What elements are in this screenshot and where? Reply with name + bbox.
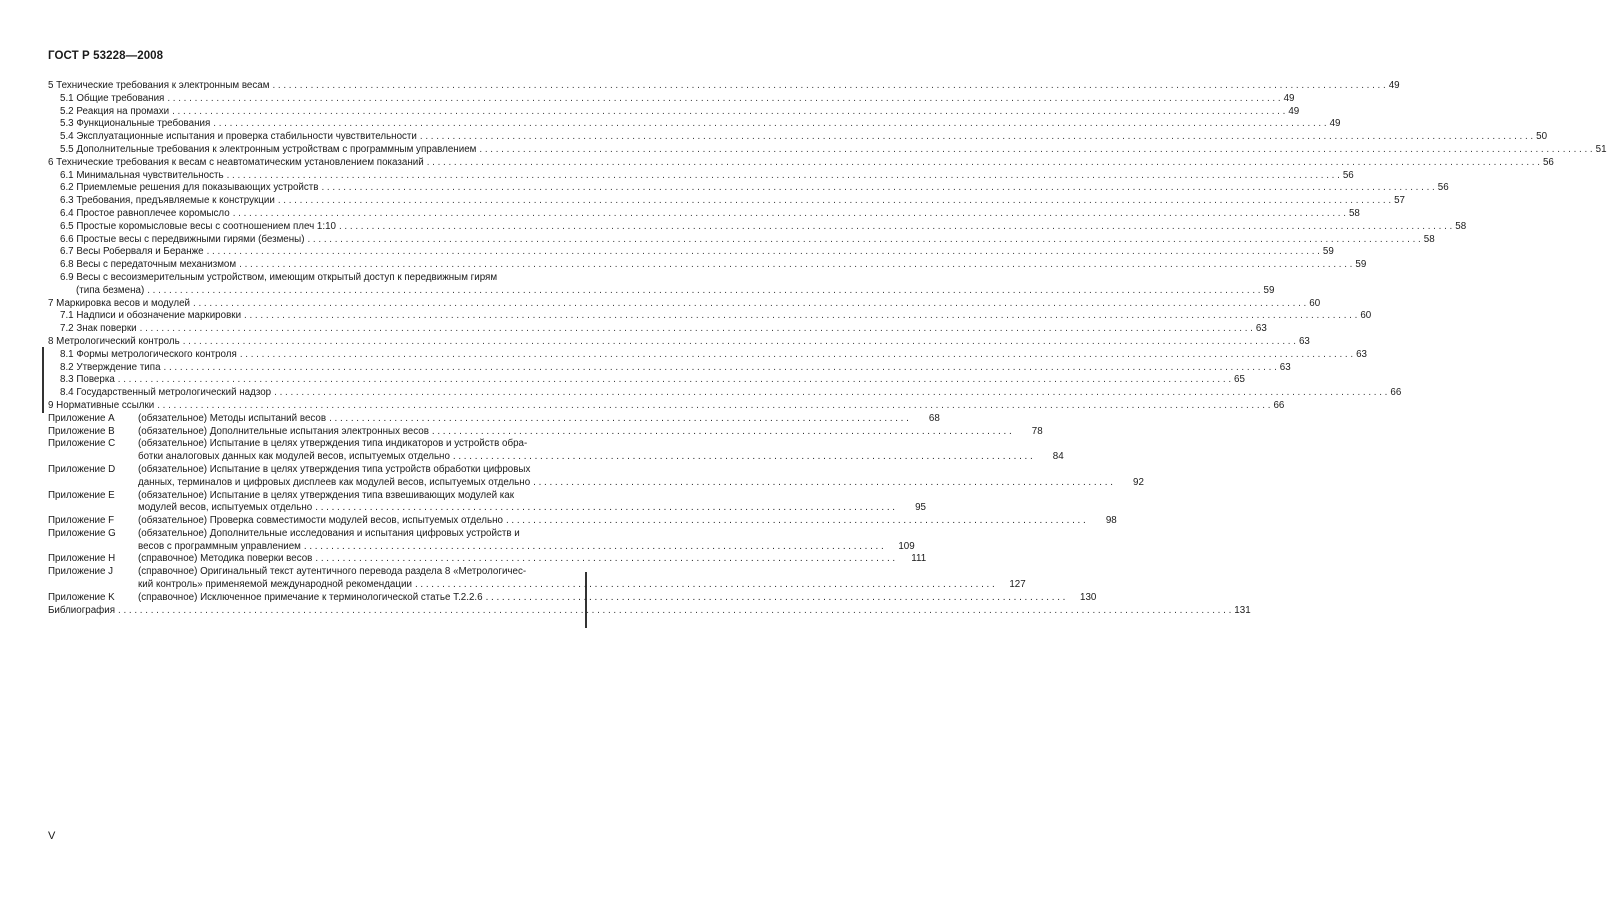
appendix-name: Приложение E [48,489,115,501]
toc-entry[interactable] [48,387,1402,400]
appendix-name: Приложение C [48,438,116,450]
dot-leader [479,144,1592,157]
dot-leader [533,477,1113,490]
toc-entry-title: 5.3 Функциональные требования [60,118,211,130]
dot-leader [415,579,995,592]
toc-entry[interactable] [48,297,1321,311]
dot-leader [233,208,1346,221]
dot-leader [453,451,1033,464]
change-bar-left [42,347,44,413]
dot-leader [140,323,1253,336]
toc-entry[interactable] [48,272,583,285]
toc-entry-page: 50 [1536,131,1548,143]
appendix-entry[interactable] [48,591,1097,605]
toc-entry-title: 6 Технические требования к весам с неавтоматическим установлением показаний [48,156,424,168]
appendix-name: Приложение A [48,412,115,424]
toc-entry-page: 59 [1355,259,1367,271]
appendix-title-line: (обязательное) Проверка совместимости модулей весов, испытуемых отдельно [138,515,503,527]
toc-entry[interactable] [48,259,1367,272]
appendix-title-line: (справочное) Исключенное примечание к терминологической статье T.2.2.6 [138,591,483,603]
document-header: ГОСТ Р 53228—2008 [48,50,164,62]
dot-leader [321,182,1434,195]
toc-entry[interactable] [48,348,1367,362]
dot-leader [147,285,1260,298]
appendix-title-line: (обязательное) Дополнительные испытания электронных весов [138,425,429,437]
toc-entry[interactable] [48,335,1310,349]
toc-entry-page: 56 [1542,156,1554,168]
appendix-title-line: (обязательное) Методы испытаний весов [138,412,327,424]
dot-leader [278,195,1391,208]
toc-entry[interactable] [48,169,1354,183]
toc-entry[interactable] [48,233,1435,247]
dot-leader [193,298,1306,311]
appendix-title-line: (обязательное) Испытание в целях утверждения типа устройств обработки цифровых [138,463,531,475]
toc-entry-page: 60 [1360,310,1372,322]
toc-entry-title: 5.4 Эксплуатационные испытания и проверка стабильности чувствительности [60,131,417,143]
dot-leader [167,93,1280,106]
appendix-page: 68 [928,412,940,424]
toc-entry-title: 7.2 Знак поверки [60,323,137,335]
appendix-page: 84 [1052,451,1064,463]
toc-entry-title: 5.1 Общие требования [60,92,165,104]
toc-entry-page: 58 [1455,220,1467,232]
toc-entry-page: 66 [1390,387,1402,399]
toc-entry-page: 58 [1423,233,1435,245]
appendix-name: Приложение B [48,425,115,437]
toc-entry[interactable] [48,604,1251,618]
dot-leader [240,349,1353,362]
toc-entry-title: 6.6 Простые весы с передвижными гирями (безмены) [60,233,305,245]
dot-leader [239,259,1352,272]
dot-leader [213,118,1326,131]
toc-entry[interactable] [48,207,1360,221]
toc-entry-title: 5.5 Дополнительные требования к электронным устройствам с программным управлением [60,143,477,155]
dot-leader [244,310,1357,323]
toc-entry-page: 59 [1263,284,1275,296]
dot-leader [432,426,1012,439]
appendix-name: Приложение D [48,463,116,475]
appendix-page: 98 [1105,515,1117,527]
toc-entry-title: 8.1 Формы метрологического контроля [60,348,237,360]
appendix-page: 78 [1031,425,1043,437]
appendix-name: Приложение G [48,527,116,539]
appendix-entry[interactable] [48,489,927,516]
appendix-page: 92 [1133,476,1144,488]
toc-entry[interactable] [48,310,1372,323]
toc-entry-page: 49 [1283,92,1295,104]
toc-entry-page: 49 [1388,80,1400,91]
dot-leader [227,170,1340,183]
toc-entry-title: 7 Маркировка весов и модулей [48,297,190,309]
toc-entry-title: 6.9 Весы с весоизмерительным устройством, имеющим открытый доступ к передвижным гирям [60,271,498,283]
dot-leader [486,592,1066,605]
appendix-page: 95 [915,502,927,514]
dot-leader [506,515,1086,528]
appendix-name: Приложение F [48,515,115,527]
toc-entry-title: 6.4 Простое равноплечее коромысло [60,207,230,219]
toc-entry-title: 6.7 Весы Роберваля и Беранже [60,246,204,258]
toc-entry-page: 49 [1288,105,1300,117]
toc-entry[interactable] [48,156,1554,170]
appendix-name: Приложение J [48,566,114,578]
appendix-title-line: (обязательное) Дополнительные исследования и испытания цифровых устройств и [138,527,520,539]
toc-entry-title: 6.3 Требования, предъявляемые к конструкции [60,195,275,207]
toc-entry[interactable] [48,105,1300,119]
appendix-entry[interactable] [48,515,1117,528]
toc-entry-title: 8.4 Государственный метрологический надзор [60,387,272,399]
appendix-entry[interactable] [48,553,927,566]
appendix-entry[interactable] [48,425,1043,439]
toc-entry-page: 63 [1298,335,1310,347]
dot-leader [339,221,1452,234]
toc-entry-title: 6.1 Минимальная чувствительность [60,169,224,181]
toc-entry[interactable] [48,80,1400,93]
appendix-title-line: (обязательное) Испытание в целях утверждения типа взвешивающих модулей как [138,489,515,501]
appendix-title-line: (обязательное) Испытание в целях утверждения типа индикаторов и устройств обра- [138,438,528,450]
toc-entry-title: 9 Нормативные ссылки [48,399,155,411]
toc-entry-title: 8.3 Поверка [60,374,115,386]
toc-entry[interactable] [48,361,1291,375]
toc-entry-page: 65 [1234,374,1245,386]
appendix-entry[interactable] [48,438,1064,464]
toc-entry-title: (типа безмена) [76,284,145,296]
toc-entry[interactable] [48,220,1467,234]
dot-leader [157,400,1270,413]
dot-leader [420,131,1533,144]
toc-entry-page: 63 [1279,361,1291,373]
appendix-entry[interactable] [48,527,915,554]
dot-leader [274,387,1387,400]
dot-leader [329,413,909,426]
toc-entry-page: 59 [1322,246,1334,258]
toc-entry-page: 57 [1394,195,1406,207]
toc-entry-title: Библиография [48,604,116,616]
toc-entry-title: 6.8 Весы с передаточным механизмом [60,259,237,271]
appendix-entry[interactable] [48,463,1144,490]
appendix-title-line: (справочное) Оригинальный текст аутентичного перевода раздела 8 «Метрологичес- [138,566,527,578]
toc-entry-page: 56 [1342,169,1354,181]
toc-entry-page: 66 [1273,399,1285,411]
toc-entry[interactable] [48,284,1275,298]
page-number: V [48,830,56,842]
toc-entry[interactable] [48,92,1295,106]
appendix-title-line: весов с программным управлением [138,540,301,552]
toc-entry[interactable] [48,323,1267,336]
toc-entry-page: 51 [1595,143,1607,155]
toc-entry-title: 7.1 Надписи и обозначение маркировки [60,310,242,322]
appendix-page: 130 [1080,591,1097,603]
toc-entry-title: 5 Технические требования к электронным весам [48,80,270,91]
dot-leader [172,106,1285,119]
toc-entry-page: 131 [1234,604,1251,616]
appendix-title-line: кий контроль» применяемой международной рекомендации [138,579,412,591]
appendix-entry[interactable] [48,566,1026,592]
toc-entry[interactable] [48,246,1334,259]
appendix-name: Приложение H [48,553,116,565]
toc-entry[interactable] [48,131,1548,144]
toc-entry[interactable] [48,399,1285,413]
dot-leader [315,502,895,515]
dot-leader [207,246,1320,259]
toc-entry-page: 60 [1309,297,1321,309]
dot-leader [183,336,1296,349]
toc-entry[interactable] [48,118,1341,131]
toc-entry-page: 49 [1329,118,1341,130]
table-of-contents [48,80,1607,617]
toc-entry[interactable] [48,374,1245,387]
toc-entry-title: 8.2 Утверждение типа [60,361,161,373]
dot-leader [118,605,1231,618]
appendix-page: 111 [911,553,927,565]
dot-leader [315,553,895,566]
dot-leader [164,362,1277,375]
toc-entry-page: 56 [1437,182,1449,194]
appendix-title-line: ботки аналоговых данных как модулей весов, испытуемых отдельно [138,451,450,463]
dot-leader [118,374,1231,387]
appendix-title-line: модулей весов, испытуемых отдельно [138,502,313,514]
dot-leader [304,541,884,554]
toc-entry-page: 63 [1255,323,1267,335]
toc-entry-title: 6.2 Приемлемые решения для показывающих устройств [60,182,319,194]
appendix-name: Приложение K [48,591,115,603]
toc-entry-page: 63 [1356,348,1367,360]
appendix-page: 127 [1009,579,1026,591]
toc-entry-page: 58 [1348,207,1360,219]
appendix-title-line: (справочное) Методика поверки весов [138,553,313,565]
dot-leader [272,80,1385,93]
toc-entry-title: 5.2 Реакция на промахи [60,105,170,117]
toc-entry[interactable] [48,143,1607,157]
appendix-entry[interactable] [48,412,940,426]
dot-leader [307,234,1420,247]
toc-entry[interactable] [48,195,1406,208]
appendix-page: 109 [898,540,915,552]
appendix-title-line: данных, терминалов и цифровых дисплеев как модулей весов, испытуемых отдельно [138,476,531,488]
toc-entry-title: 6.5 Простые коромысловые весы с соотношением плеч 1:10 [60,220,336,232]
toc-entry[interactable] [48,182,1449,195]
toc-entry-title: 8 Метрологический контроль [48,335,180,347]
dot-leader [427,157,1540,170]
